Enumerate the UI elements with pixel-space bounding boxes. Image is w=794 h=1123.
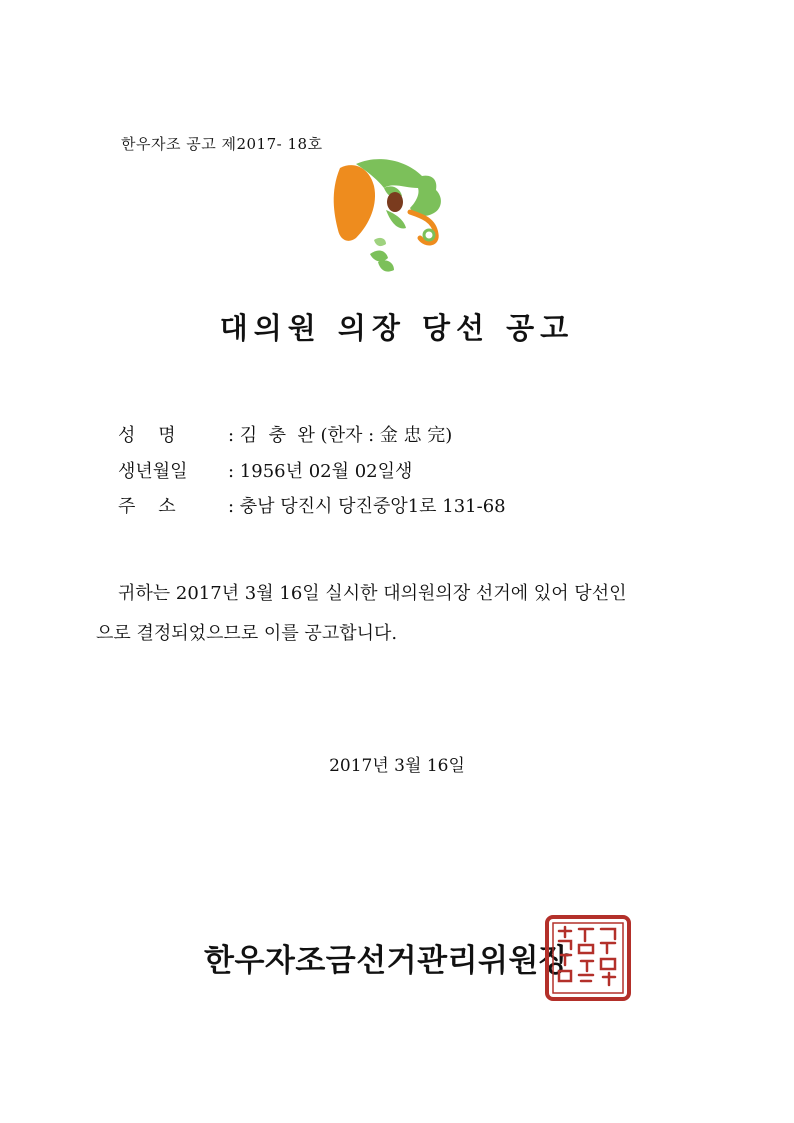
notice-body-line: 귀하는 2017년 3월 16일 실시한 대의원의장 선거에 있어 당선인 xyxy=(118,583,627,604)
info-label: 성 명 xyxy=(118,425,176,446)
official-seal-icon xyxy=(545,915,631,1001)
info-row-address xyxy=(118,492,506,518)
info-value: : 1956년 02월 02일생 xyxy=(228,461,413,482)
info-label: 생년월일 xyxy=(118,461,188,482)
info-row-name xyxy=(118,421,452,447)
info-value: : 충남 당진시 당진중앙1로 131-68 xyxy=(228,496,506,517)
info-value: : 김 충 완 (한자 : 金 忠 完) xyxy=(228,425,453,446)
issuer-name: 한우자조금선거관리위원장 xyxy=(204,943,570,979)
notice-date: 2017년 3월 16일 xyxy=(329,756,465,776)
hanwoo-bull-logo-icon xyxy=(326,158,448,276)
notice-body-line: 으로 결정되었으므로 이를 공고합니다. xyxy=(96,623,398,644)
notice-body xyxy=(96,574,696,654)
notice-number: 한우자조 공고 제2017- 18호 xyxy=(121,135,323,153)
page-title: 대의원 의장 당선 공고 xyxy=(219,311,575,345)
info-label: 주 소 xyxy=(118,496,176,517)
info-row-birthdate xyxy=(118,457,412,483)
